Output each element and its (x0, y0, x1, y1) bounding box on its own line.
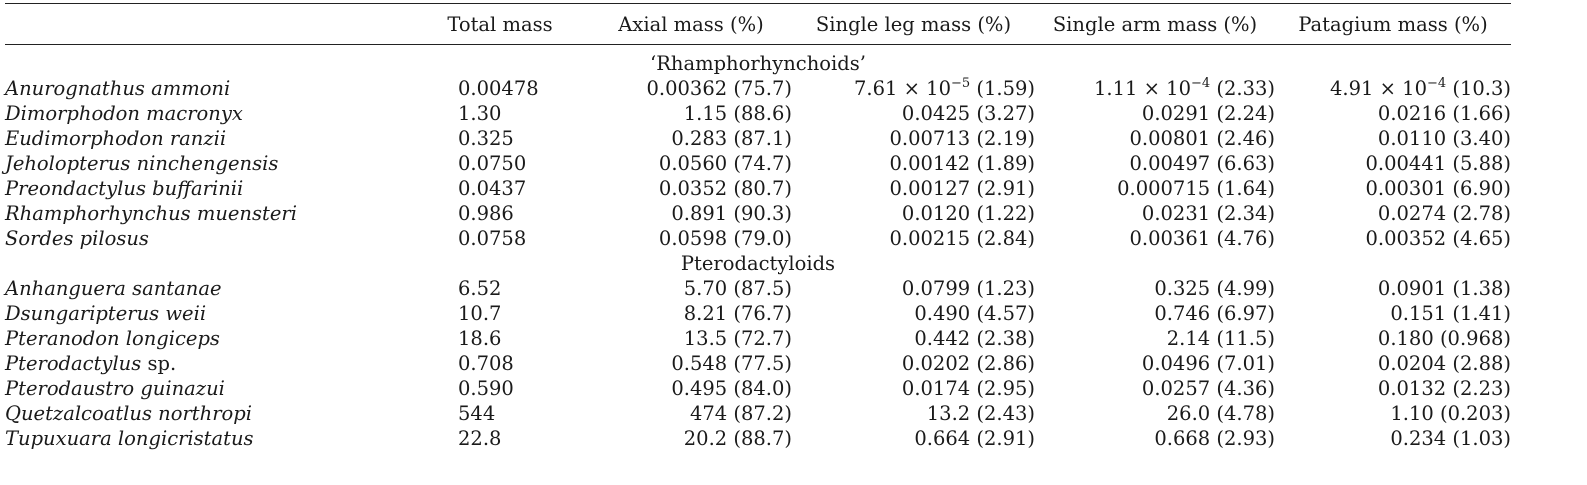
table-row (5, 101, 1511, 126)
species-name: Rhamphorhynchus muensteri (5, 202, 297, 225)
patagium-mass-cell (1275, 326, 1511, 351)
total-mass-value: 22.8 (458, 427, 502, 450)
species-name: Anurognathus ammoni (5, 77, 231, 100)
species-name: Dimorphodon macronyx (5, 102, 243, 125)
patagium-mass-cell-value: 0.0110 (3.40) (1377, 127, 1511, 150)
header-axial-mass: Axial mass (%) (590, 4, 792, 45)
table-row (5, 226, 1511, 251)
leg-mass-cell (792, 226, 1035, 251)
species-name: Tupuxuara longicristatus (5, 427, 254, 450)
arm-mass-cell (1035, 126, 1275, 151)
species-name: Pterodactylus (5, 352, 142, 375)
header-row (5, 4, 1511, 45)
table-row (5, 276, 1511, 301)
arm-mass-cell (1035, 276, 1275, 301)
axial-mass-cell: 0.0560 (74.7) (658, 152, 792, 175)
table-row (5, 401, 1511, 426)
patagium-mass-cell (1275, 226, 1511, 251)
patagium-mass-cell (1275, 201, 1511, 226)
arm-mass-cell (1035, 401, 1275, 426)
arm-mass-cell-value: 0.00801 (2.46) (1129, 127, 1275, 150)
species-name: Eudimorphodon ranzii (5, 127, 227, 150)
leg-mass-cell-percent: (1.59) (970, 77, 1035, 100)
patagium-mass-cell-value: 0.0274 (2.78) (1377, 202, 1511, 225)
patagium-mass-cell (1275, 126, 1511, 151)
arm-mass-cell-value: 1.11 × 10 (1094, 77, 1191, 100)
patagium-mass-cell-value: 0.00301 (6.90) (1365, 177, 1511, 200)
total-mass-value: 0.0437 (458, 177, 527, 200)
table-row (5, 201, 1511, 226)
total-mass-cell (410, 176, 590, 201)
arm-mass-cell-value: 0.668 (2.93) (1154, 427, 1275, 450)
total-mass-value: 0.325 (458, 127, 514, 150)
species-name: Dsungaripterus weii (5, 302, 207, 325)
arm-mass-cell (1035, 226, 1275, 251)
species-cell (5, 376, 410, 401)
leg-mass-cell (792, 276, 1035, 301)
leg-mass-cell-exponent: −5 (950, 76, 971, 91)
total-mass-cell (410, 426, 590, 451)
leg-mass-cell (792, 351, 1035, 376)
arm-mass-cell (1035, 351, 1275, 376)
species-name: Sordes pilosus (5, 227, 149, 250)
total-mass-value: 18.6 (458, 327, 502, 350)
species-cell (5, 276, 410, 301)
header-total-mass: Total mass (410, 4, 590, 45)
patagium-mass-cell (1275, 301, 1511, 326)
arm-mass-cell (1035, 376, 1275, 401)
total-mass-value: 10.7 (458, 302, 502, 325)
leg-mass-cell (792, 426, 1035, 451)
species-name: Quetzalcoatlus northropi (5, 402, 252, 425)
species-cell (5, 351, 410, 376)
patagium-mass-cell-value: 0.151 (1.41) (1390, 302, 1511, 325)
table-row (5, 151, 1511, 176)
axial-mass-cell: 0.495 (84.0) (671, 377, 792, 400)
total-mass-cell (410, 126, 590, 151)
patagium-mass-cell-value: 0.0216 (1.66) (1377, 102, 1511, 125)
total-mass-value: 544 (458, 402, 496, 425)
axial-mass-cell: 13.5 (72.7) (683, 327, 792, 350)
table-row (5, 176, 1511, 201)
arm-mass-cell (1035, 76, 1275, 101)
total-mass-cell (410, 226, 590, 251)
header-species (5, 4, 410, 45)
arm-mass-cell (1035, 151, 1275, 176)
mass-table (5, 3, 1511, 451)
axial-mass-cell: 0.0598 (79.0) (658, 227, 792, 250)
table-row (5, 351, 1511, 376)
arm-mass-cell-value: 0.0231 (2.34) (1141, 202, 1275, 225)
leg-mass-cell (792, 176, 1035, 201)
total-mass-value: 0.00478 (458, 77, 539, 100)
total-mass-value: 0.0750 (458, 152, 527, 175)
total-mass-cell (410, 101, 590, 126)
patagium-mass-cell-value: 0.00352 (4.65) (1365, 227, 1511, 250)
patagium-mass-cell-value: 0.180 (0.968) (1377, 327, 1511, 350)
patagium-mass-cell-value: 0.0204 (2.88) (1377, 352, 1511, 375)
arm-mass-cell (1035, 426, 1275, 451)
arm-mass-cell (1035, 201, 1275, 226)
total-mass-value: 0.590 (458, 377, 514, 400)
species-cell (5, 326, 410, 351)
total-mass-value: 6.52 (458, 277, 502, 300)
species-cell (5, 426, 410, 451)
table-row (5, 126, 1511, 151)
total-mass-value: 0.708 (458, 352, 514, 375)
patagium-mass-cell-value: 1.10 (0.203) (1390, 402, 1511, 425)
leg-mass-cell (792, 301, 1035, 326)
arm-mass-cell-value: 26.0 (4.78) (1166, 402, 1275, 425)
group-row (5, 51, 1511, 76)
arm-mass-cell (1035, 101, 1275, 126)
axial-mass-cell: 5.70 (87.5) (683, 277, 792, 300)
total-mass-cell (410, 376, 590, 401)
header-leg-mass: Single leg mass (%) (792, 4, 1035, 45)
species-name: Jeholopterus ninchengensis (5, 152, 279, 175)
total-mass-value: 1.30 (458, 102, 502, 125)
patagium-mass-cell (1275, 176, 1511, 201)
table-header (5, 4, 1511, 52)
axial-mass-cell: 0.0352 (80.7) (658, 177, 792, 200)
leg-mass-cell (792, 201, 1035, 226)
leg-mass-cell (792, 101, 1035, 126)
axial-mass-cell: 8.21 (76.7) (683, 302, 792, 325)
species-cell (5, 301, 410, 326)
table-row (5, 301, 1511, 326)
total-mass-cell (410, 351, 590, 376)
arm-mass-cell (1035, 301, 1275, 326)
species-cell (5, 126, 410, 151)
table-body (5, 51, 1511, 451)
arm-mass-cell-value: 0.0496 (7.01) (1141, 352, 1275, 375)
axial-mass-cell: 0.00362 (75.7) (646, 77, 792, 100)
arm-mass-cell-value: 0.746 (6.97) (1154, 302, 1275, 325)
total-mass-cell (410, 76, 590, 101)
leg-mass-cell (792, 76, 1035, 101)
leg-mass-cell-value: 0.00215 (2.84) (889, 227, 1035, 250)
species-cell (5, 151, 410, 176)
patagium-mass-cell (1275, 151, 1511, 176)
leg-mass-cell-value: 0.442 (2.38) (914, 327, 1035, 350)
leg-mass-cell (792, 401, 1035, 426)
species-cell (5, 76, 410, 101)
header-arm-mass: Single arm mass (%) (1035, 4, 1275, 45)
patagium-mass-cell (1275, 276, 1511, 301)
leg-mass-cell-value: 0.0174 (2.95) (901, 377, 1035, 400)
leg-mass-cell-value: 0.00142 (1.89) (889, 152, 1035, 175)
total-mass-value: 0.986 (458, 202, 514, 225)
group-label: ‘Rhamphorhynchoids’ (650, 52, 866, 75)
axial-mass-cell: 0.891 (90.3) (671, 202, 792, 225)
arm-mass-cell-exponent: −4 (1190, 76, 1211, 91)
patagium-mass-cell-value: 0.00441 (5.88) (1365, 152, 1511, 175)
patagium-mass-cell (1275, 351, 1511, 376)
total-mass-cell (410, 326, 590, 351)
arm-mass-cell (1035, 326, 1275, 351)
patagium-mass-cell-exponent: −4 (1426, 76, 1447, 91)
axial-mass-cell: 0.548 (77.5) (671, 352, 792, 375)
patagium-mass-cell-value: 4.91 × 10 (1330, 77, 1427, 100)
axial-mass-cell: 0.283 (87.1) (671, 127, 792, 150)
arm-mass-cell-value: 0.00361 (4.76) (1129, 227, 1275, 250)
leg-mass-cell-value: 0.00127 (2.91) (889, 177, 1035, 200)
leg-mass-cell (792, 126, 1035, 151)
leg-mass-cell (792, 326, 1035, 351)
patagium-mass-cell (1275, 426, 1511, 451)
patagium-mass-cell-value: 0.0132 (2.23) (1377, 377, 1511, 400)
species-name: Pteranodon longiceps (5, 327, 220, 350)
arm-mass-cell-value: 0.000715 (1.64) (1117, 177, 1275, 200)
group-label: Pterodactyloids (680, 252, 836, 275)
leg-mass-cell-value: 0.0120 (1.22) (901, 202, 1035, 225)
leg-mass-cell (792, 151, 1035, 176)
leg-mass-cell-value: 0.0202 (2.86) (901, 352, 1035, 375)
axial-mass-cell: 474 (87.2) (689, 402, 792, 425)
species-cell (5, 226, 410, 251)
patagium-mass-cell-percent: (10.3) (1446, 77, 1511, 100)
species-cell (5, 101, 410, 126)
arm-mass-cell-value: 0.00497 (6.63) (1129, 152, 1275, 175)
table-row (5, 426, 1511, 451)
leg-mass-cell-value: 0.00713 (2.19) (889, 127, 1035, 150)
species-cell (5, 176, 410, 201)
table-row (5, 376, 1511, 401)
patagium-mass-cell-value: 0.234 (1.03) (1390, 427, 1511, 450)
arm-mass-cell-percent: (2.33) (1210, 77, 1275, 100)
total-mass-cell (410, 151, 590, 176)
leg-mass-cell-value: 0.490 (4.57) (914, 302, 1035, 325)
arm-mass-cell (1035, 176, 1275, 201)
patagium-mass-cell (1275, 376, 1511, 401)
total-mass-cell (410, 201, 590, 226)
table-row (5, 326, 1511, 351)
total-mass-cell (410, 401, 590, 426)
patagium-mass-cell (1275, 76, 1511, 101)
arm-mass-cell-value: 0.0291 (2.24) (1141, 102, 1275, 125)
arm-mass-cell-value: 2.14 (11.5) (1166, 327, 1275, 350)
species-cell (5, 201, 410, 226)
leg-mass-cell-value: 13.2 (2.43) (926, 402, 1035, 425)
axial-mass-cell: 1.15 (88.6) (683, 102, 792, 125)
species-name: Preondactylus buffarinii (5, 177, 244, 200)
total-mass-value: 0.0758 (458, 227, 527, 250)
leg-mass-cell-value: 0.0799 (1.23) (901, 277, 1035, 300)
patagium-mass-cell-value: 0.0901 (1.38) (1377, 277, 1511, 300)
table-row (5, 76, 1511, 101)
patagium-mass-cell (1275, 401, 1511, 426)
axial-mass-cell: 20.2 (88.7) (683, 427, 792, 450)
leg-mass-cell-value: 0.0425 (3.27) (901, 102, 1035, 125)
species-suffix: sp. (141, 352, 177, 375)
leg-mass-cell (792, 376, 1035, 401)
total-mass-cell (410, 301, 590, 326)
group-row (5, 251, 1511, 276)
header-patagium-mass: Patagium mass (%) (1275, 4, 1511, 45)
arm-mass-cell-value: 0.0257 (4.36) (1141, 377, 1275, 400)
species-name: Pterodaustro guinazui (5, 377, 225, 400)
species-cell (5, 401, 410, 426)
arm-mass-cell-value: 0.325 (4.99) (1154, 277, 1275, 300)
patagium-mass-cell (1275, 101, 1511, 126)
leg-mass-cell-value: 0.664 (2.91) (914, 427, 1035, 450)
species-name: Anhanguera santanae (5, 277, 222, 300)
leg-mass-cell-value: 7.61 × 10 (854, 77, 951, 100)
total-mass-cell (410, 276, 590, 301)
